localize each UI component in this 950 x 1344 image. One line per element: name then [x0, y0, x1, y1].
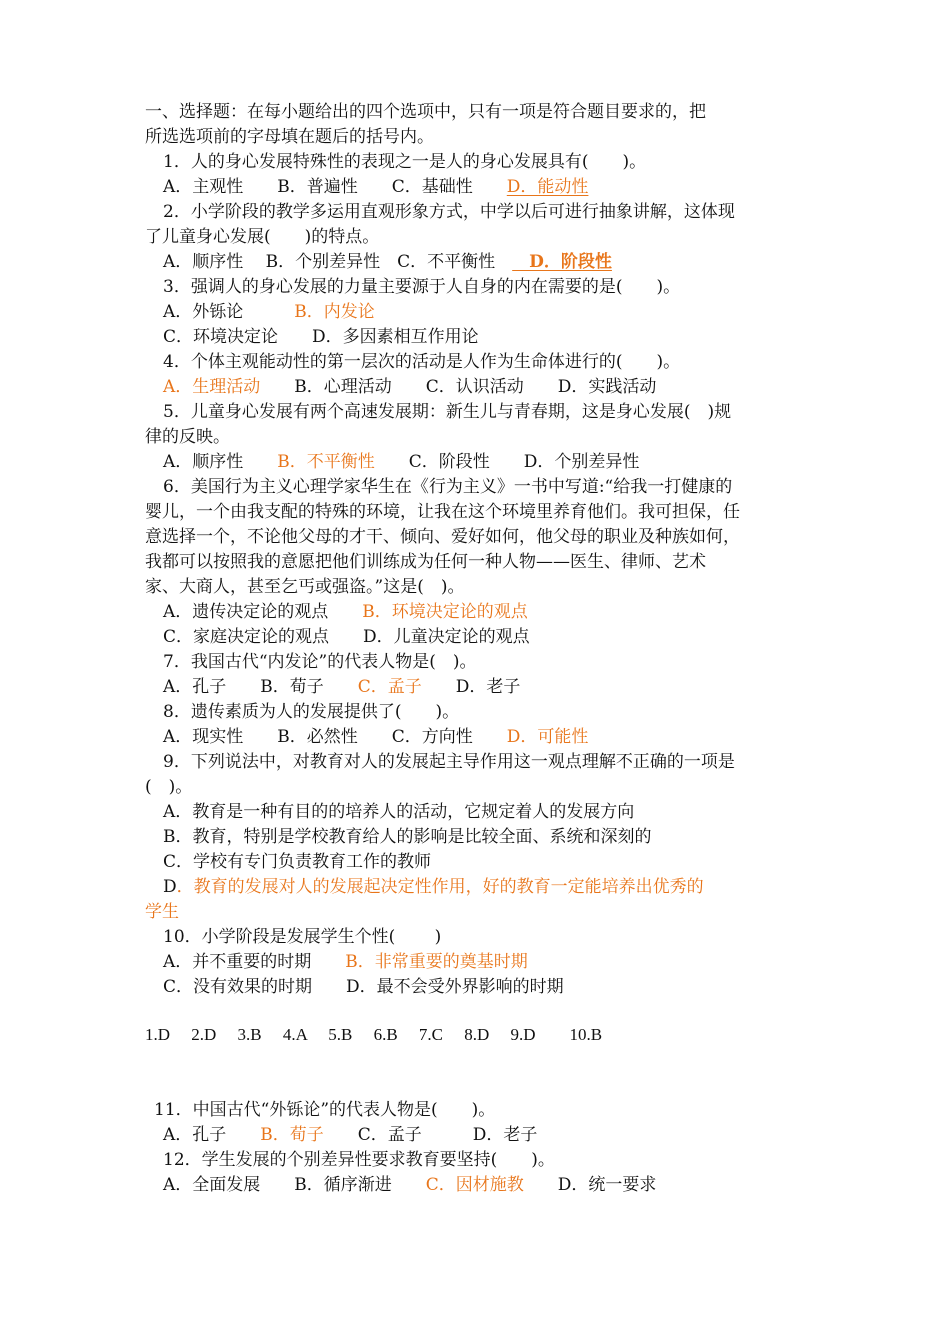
text-segment: ( )。: [145, 777, 193, 797]
text-segment: 8．遗传素质为人的发展提供了( )。: [163, 702, 460, 722]
text-line: [163, 850, 431, 874]
text-line: [163, 350, 680, 374]
text-segment: D．老子: [421, 677, 521, 697]
text-line: [145, 775, 192, 799]
answer-text: 学生: [145, 902, 179, 922]
text-line: [145, 550, 706, 574]
text-segment: 意选择一个，不论他父母的才干、倾向、爱好如何，他父母的职业及种族如何，: [145, 527, 740, 547]
text-line: [163, 825, 652, 849]
text-line: [163, 300, 375, 324]
text-line: [163, 875, 704, 899]
text-segment: A．并不重要的时期: [163, 952, 346, 972]
text-segment: 家、大商人，甚至乞丐或强盗。”这是( )。: [145, 577, 465, 597]
text-line: [163, 750, 735, 774]
text-segment: 3．强调人的身心发展的力量主要源于人自身的内在需要的是( )。: [163, 277, 681, 297]
answer-text: C．孟子: [357, 677, 422, 697]
text-line: [163, 250, 612, 274]
text-segment: 4．个体主观能动性的第一层次的活动是人作为生命体进行的( )。: [163, 352, 681, 372]
text-line: [163, 450, 639, 474]
text-line: [163, 400, 731, 424]
text-line: [163, 1148, 555, 1172]
text-line: [145, 425, 230, 449]
text-segment: A．外铄论: [163, 302, 295, 322]
text-segment: 1.D 2.D 3.B 4.A 5.B 6.B 7.C 8.D 9.D 10.B: [145, 1025, 603, 1044]
text-segment: 一、选择题：在每小题给出的四个选项中，只有一项是符合题目要求的，把: [145, 102, 706, 122]
text-line: [163, 475, 732, 499]
text-segment: 6．美国行为主义心理学家华生在《行为主义》一书中写道:“给我一打健康的: [163, 477, 733, 497]
text-segment: A．主观性 B．普遍性 C．基础性: [163, 177, 507, 197]
answer-text: D．能动性: [506, 177, 589, 197]
text-line: [163, 975, 564, 999]
text-line: [163, 800, 634, 824]
text-line: [163, 1173, 656, 1197]
answer-text: B．内发论: [294, 302, 375, 322]
text-segment: 11．中国古代“外铄论”的代表人物是( )。: [154, 1100, 496, 1120]
text-segment: A．顺序性 B．个别差异性 C．不平衡性: [163, 252, 513, 272]
answer-text: B．荀子: [260, 1125, 324, 1145]
text-line: [163, 600, 528, 624]
text-segment: D．统一要求: [523, 1175, 657, 1195]
text-segment: B．教育，特别是学校教育给人的影响是比较全面、系统和深刻的: [163, 827, 652, 847]
text-segment: 7．我国古代“内发论”的代表人物是( )。: [163, 652, 477, 672]
text-line: [163, 950, 528, 974]
text-segment: 1．人的身心发展特殊性的表现之一是人的身心发展具有( )。: [163, 152, 647, 172]
text-segment: D: [163, 877, 177, 897]
text-line: [163, 625, 530, 649]
answer-text: ．教育的发展对人的发展起决定性作用，好的教育一定能培养出优秀的: [176, 877, 704, 897]
text-segment: 了儿童身心发展( )的特点。: [145, 227, 380, 247]
text-line: [163, 700, 459, 724]
text-segment: 2．小学阶段的教学多运用直观形象方式，中学以后可进行抽象讲解，这体现: [163, 202, 735, 222]
text-line: [163, 275, 680, 299]
text-segment: A．遗传决定论的观点: [163, 602, 363, 622]
text-segment: C．环境决定论 D．多因素相互作用论: [163, 327, 479, 347]
text-line: [145, 525, 740, 549]
text-segment: 5．儿童身心发展有两个高速发展期：新生儿与青春期，这是身心发展( )规: [163, 402, 732, 422]
text-line: [163, 650, 476, 674]
answer-text: B．不平衡性: [277, 452, 375, 472]
answer-text: C．因材施教: [425, 1175, 524, 1195]
text-segment: 律的反映。: [145, 427, 230, 447]
text-line: [163, 150, 646, 174]
text-segment: 我都可以按照我的意愿把他们训练成为任何一种人物——医生、律师、艺术: [145, 552, 706, 572]
answer-text: D．阶段性: [512, 252, 612, 272]
text-line: [154, 1098, 495, 1122]
answer-text: D．可能性: [506, 727, 589, 747]
text-line: [145, 125, 434, 149]
text-segment: 12．学生发展的个别差异性要求教育要坚持( )。: [163, 1150, 555, 1170]
text-segment: A．全面发展 B．循序渐进: [163, 1175, 426, 1195]
text-segment: 10．小学阶段是发展学生个性( ): [163, 927, 442, 947]
text-line: [145, 100, 706, 124]
text-line: [145, 500, 740, 524]
text-line: [163, 175, 588, 199]
text-segment: A．孔子 B．荀子: [163, 677, 358, 697]
text-line: [163, 325, 479, 349]
text-segment: 所选选项前的字母填在题后的括号内。: [145, 127, 434, 147]
text-segment: C．阶段性 D．个别差异性: [374, 452, 640, 472]
text-segment: 婴儿，一个由我支配的特殊的环境，让我在这个环境里养育他们。我可担保，任: [145, 502, 740, 522]
text-segment: A．现实性 B．必然性 C．方向性: [163, 727, 507, 747]
text-line: [145, 225, 379, 249]
text-segment: B．心理活动 C．认识活动 D．实践活动: [260, 377, 657, 397]
text-segment: A．教育是一种有目的的培养人的活动，它规定着人的发展方向: [163, 802, 635, 822]
text-line: [163, 1123, 537, 1147]
text-segment: A．顺序性: [163, 452, 278, 472]
answer-text: B．环境决定论的观点: [362, 602, 528, 622]
text-segment: 9．下列说法中，对教育对人的发展起主导作用这一观点理解不正确的一项是: [163, 752, 735, 772]
text-line: [163, 675, 520, 699]
text-segment: C．家庭决定论的观点 D．儿童决定论的观点: [163, 627, 530, 647]
answer-text: B．非常重要的奠基时期: [345, 952, 528, 972]
text-segment: C．学校有专门负责教育工作的教师: [163, 852, 432, 872]
text-segment: C．孟子 D．老子: [323, 1125, 538, 1145]
text-line: [145, 575, 464, 599]
text-line: [163, 925, 441, 949]
answer-text: A．生理活动: [163, 377, 261, 397]
text-segment: A．孔子: [163, 1125, 261, 1145]
text-line: [163, 375, 656, 399]
text-segment: C．没有效果的时期 D．最不会受外界影响的时期: [163, 977, 564, 997]
text-line: [163, 200, 735, 224]
text-line: [145, 1023, 602, 1047]
text-line: [163, 725, 588, 749]
text-line: [145, 900, 179, 924]
